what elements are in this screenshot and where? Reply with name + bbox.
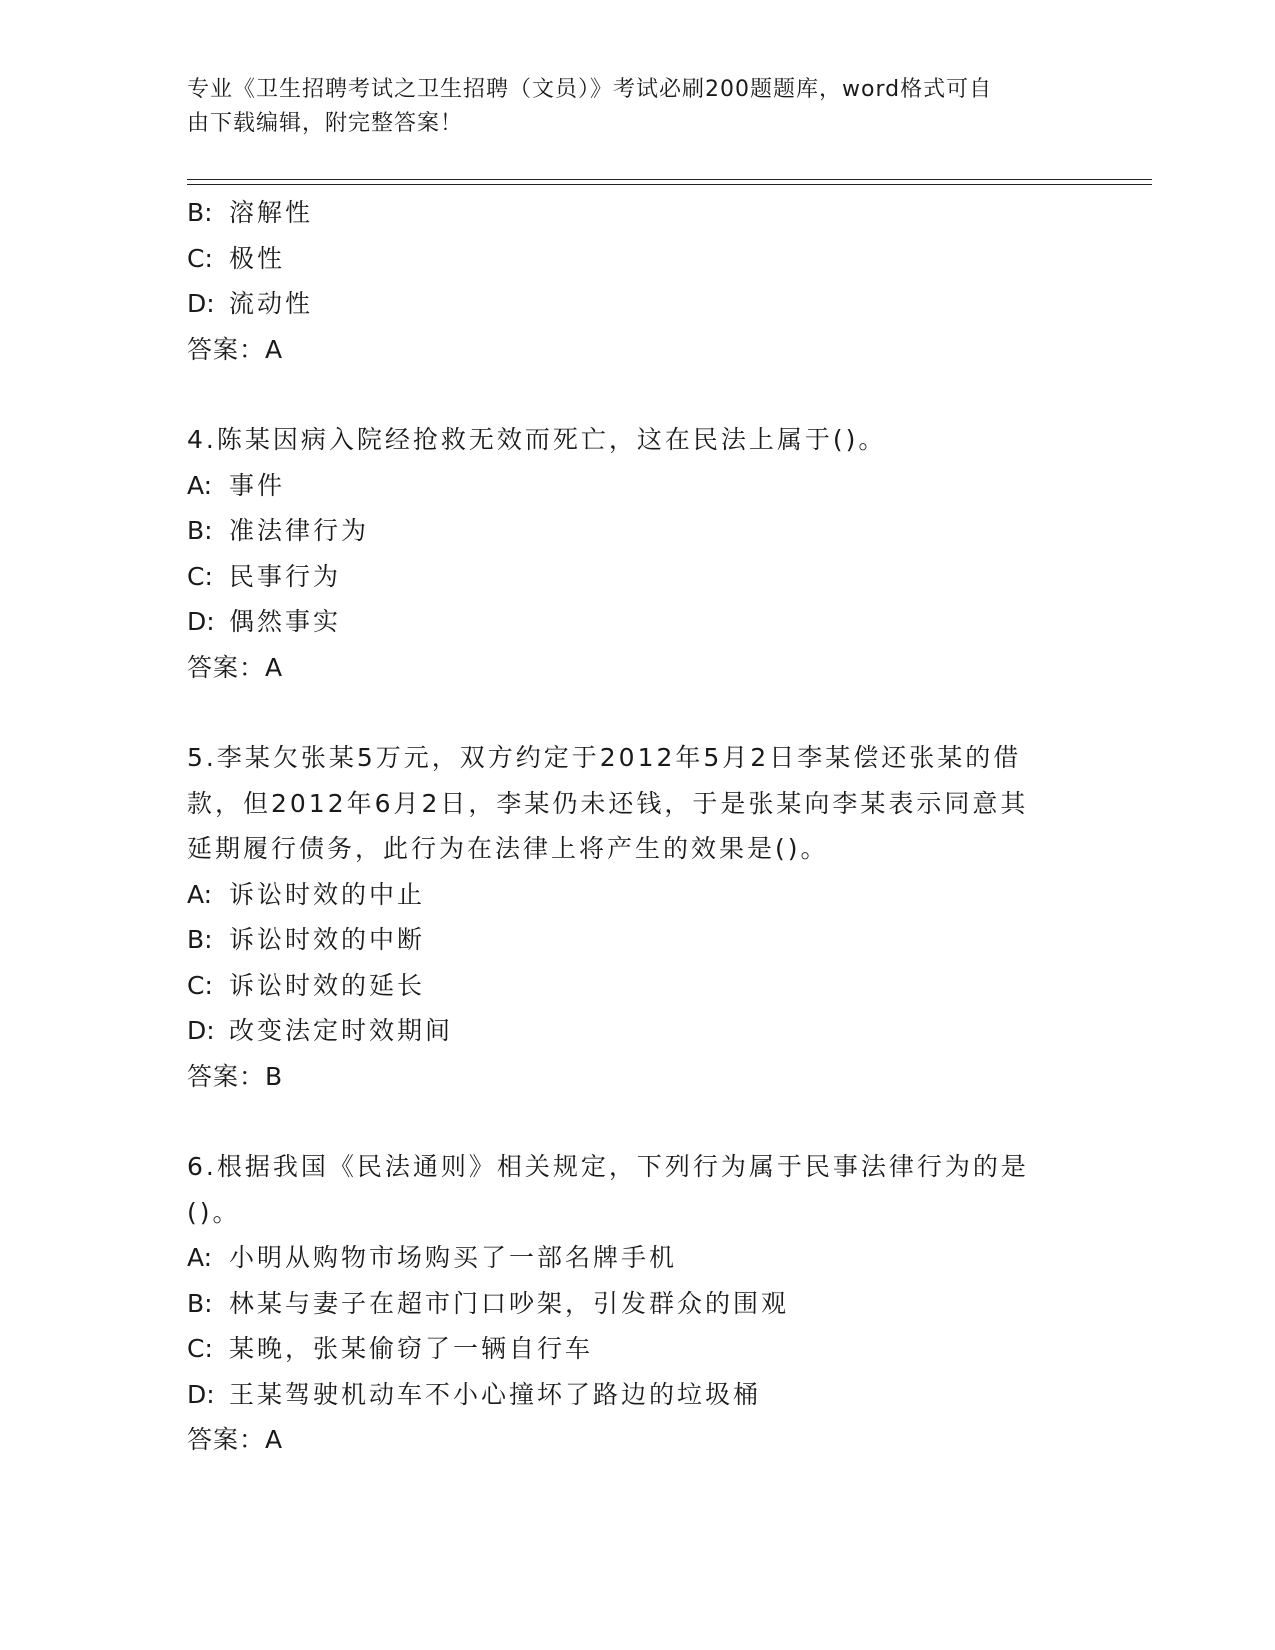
question-text-line-3: 延期履行债务，此行为在法律上将产生的效果是()。 (187, 834, 829, 863)
answer-line: 答案：A (187, 652, 284, 682)
option-c: C: 诉讼时效的延长 (187, 970, 426, 1000)
question-list (187, 190, 1087, 1463)
question-text-line-2: ()。 (187, 1197, 241, 1227)
option-b: B: 准法律行为 (187, 516, 370, 545)
option-d: D: 王某驾驶机动车不小心撞坏了路边的垃圾桶 (187, 1379, 762, 1409)
option-b: B: 诉讼时效的中断 (187, 925, 426, 954)
option-d: D: 改变法定时效期间 (187, 1016, 454, 1045)
page-header (187, 73, 1067, 141)
answer-line: 答案：B (187, 1061, 284, 1091)
header-divider (187, 179, 1152, 185)
option-a: A: 事件 (187, 470, 286, 500)
question-block-3 (187, 190, 1087, 372)
option-b: B: 林某与妻子在超市门口吵架，引发群众的围观 (187, 1288, 790, 1318)
question-block-4 (187, 417, 1087, 690)
option-a: A: 诉讼时效的中止 (187, 879, 426, 909)
option-c: C: 极性 (187, 243, 286, 273)
header-line-2: 由下载编辑，附完整答案！ (187, 111, 464, 136)
option-c: C: 某晚，张某偷窃了一辆自行车 (187, 1334, 594, 1363)
answer-line: 答案：A (187, 1425, 284, 1454)
option-c: C: 民事行为 (187, 561, 342, 591)
question-text-line-2: 款，但2012年6月2日，李某仍未还钱，于是张某向李某表示同意其 (187, 788, 1029, 818)
question-block-6 (187, 1144, 1087, 1463)
question-text-line-1: 5.李某欠张某5万元，双方约定于2012年5月2日李某偿还张某的借 (187, 743, 1022, 772)
question-text-line-1: 6.根据我国《民法通则》相关规定，下列行为属于民事法律行为的是 (187, 1152, 1029, 1181)
question-text: 4.陈某因病入院经抢救无效而死亡，这在民法上属于()。 (187, 425, 887, 454)
question-block-5 (187, 735, 1087, 1099)
answer-line: 答案：A (187, 334, 284, 364)
option-a: A: 小明从购物市场购买了一部名牌手机 (187, 1243, 678, 1272)
option-b: B: 溶解性 (187, 198, 314, 227)
option-d: D: 流动性 (187, 289, 314, 318)
header-line-1: 专业《卫生招聘考试之卫生招聘（文员）》考试必刷200题题库，word格式可自 (187, 77, 993, 102)
option-d: D: 偶然事实 (187, 607, 342, 636)
